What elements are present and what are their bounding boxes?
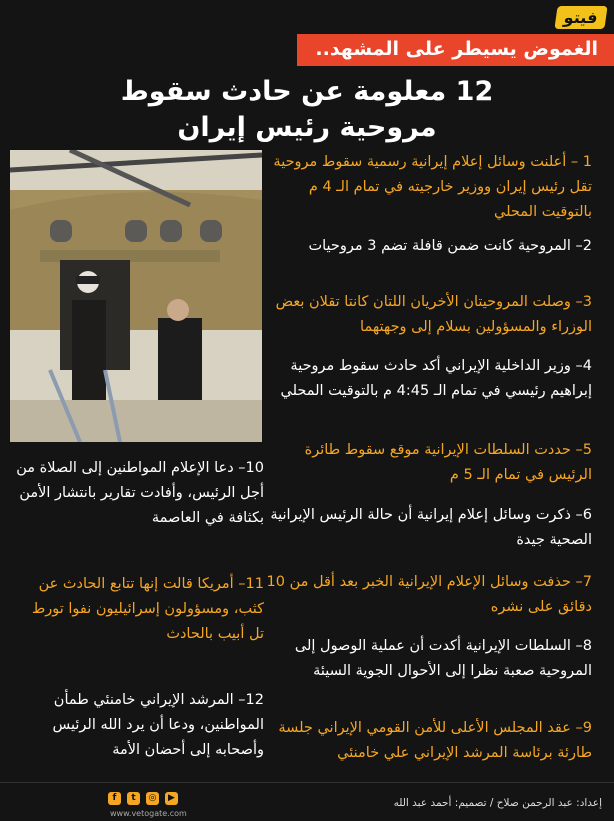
helicopter-illustration xyxy=(10,150,262,442)
page-title xyxy=(0,74,614,146)
twitter-icon[interactable]: t xyxy=(127,792,140,805)
list-item: 11– أمريكا قالت إنها تتابع الحادث عن كثب، ومسؤولون إسرائيليون نفوا تورط تل أبيب بالحادث xyxy=(31,576,264,642)
list-item: 9– عقد المجلس الأعلى للأمن القومي الإيراني جلسة طارئة برئاسة المرشد الإيراني علي خامنئي xyxy=(278,720,592,761)
list-item: 5– حددت السلطات الإيرانية موقع سقوط طائرة الرئيس في تمام الـ 5 م xyxy=(304,442,592,483)
list-item: 2– المروحية كانت ضمن قافلة تضم 3 مروحيات xyxy=(308,238,592,254)
youtube-icon[interactable]: ▶ xyxy=(165,792,178,805)
list-item: 8– السلطات الإيرانية أكدت أن عملية الوصول إلى المروحية صعبة نظرا إلى الأحوال الجوية السيئة xyxy=(294,638,592,679)
brand-logo: فيتو xyxy=(555,6,608,29)
list-item: 7– حذفت وسائل الإعلام الإيرانية الخبر بعد أقل من 10 دقائق على نشره xyxy=(266,574,592,615)
credit-line: إعداد: عبد الرحمن صلاح / تصميم: أحمد عبد الله xyxy=(393,797,602,809)
helicopter-photo xyxy=(10,150,262,442)
list-item: 6– ذكرت وسائل إعلام إيرانية أن حالة الرئيس الإيرانية الصحية جيدة xyxy=(270,507,592,548)
website-url[interactable]: www.vetogate.com xyxy=(110,809,187,818)
title-line-1: 12 معلومة عن حادث سقوط xyxy=(120,76,494,107)
tagline-banner: الغموض يسيطر على المشهد.. xyxy=(297,34,614,66)
list-item: 10– دعا الإعلام المواطنين إلى الصلاة من أجل الرئيس، وأفادت تقارير بانتشار الأمن بكثافة في العاصمة xyxy=(16,460,264,526)
footer xyxy=(0,782,614,821)
instagram-icon[interactable]: ◎ xyxy=(146,792,159,805)
list-item: 3– وصلت المروحيتان الأخريان اللتان كانتا تقلان بعض الوزراء والمسؤولين بسلام إلى وجهتهما xyxy=(275,294,592,335)
facebook-icon[interactable]: f xyxy=(108,792,121,805)
list-item: 1 – أعلنت وسائل إعلام إيرانية رسمية سقوط مروحية تقل رئيس إيران ووزير خارجيته في تمام الـ 4 م بالتوقيت المحلي xyxy=(273,154,592,220)
list-item: 12– المرشد الإيراني خامنئي طمأن المواطنين، ودعا أن يرد الله الرئيس وأصحابه إلى أحضان الأمة xyxy=(52,692,264,758)
list-item: 4– وزير الداخلية الإيراني أكد حادث سقوط مروحية إبراهيم رئيسي في تمام الـ 4:45 م بالتوقيت المحلي xyxy=(280,358,592,399)
title-line-2: مروحية رئيس إيران xyxy=(177,112,437,143)
social-icons xyxy=(108,792,178,805)
